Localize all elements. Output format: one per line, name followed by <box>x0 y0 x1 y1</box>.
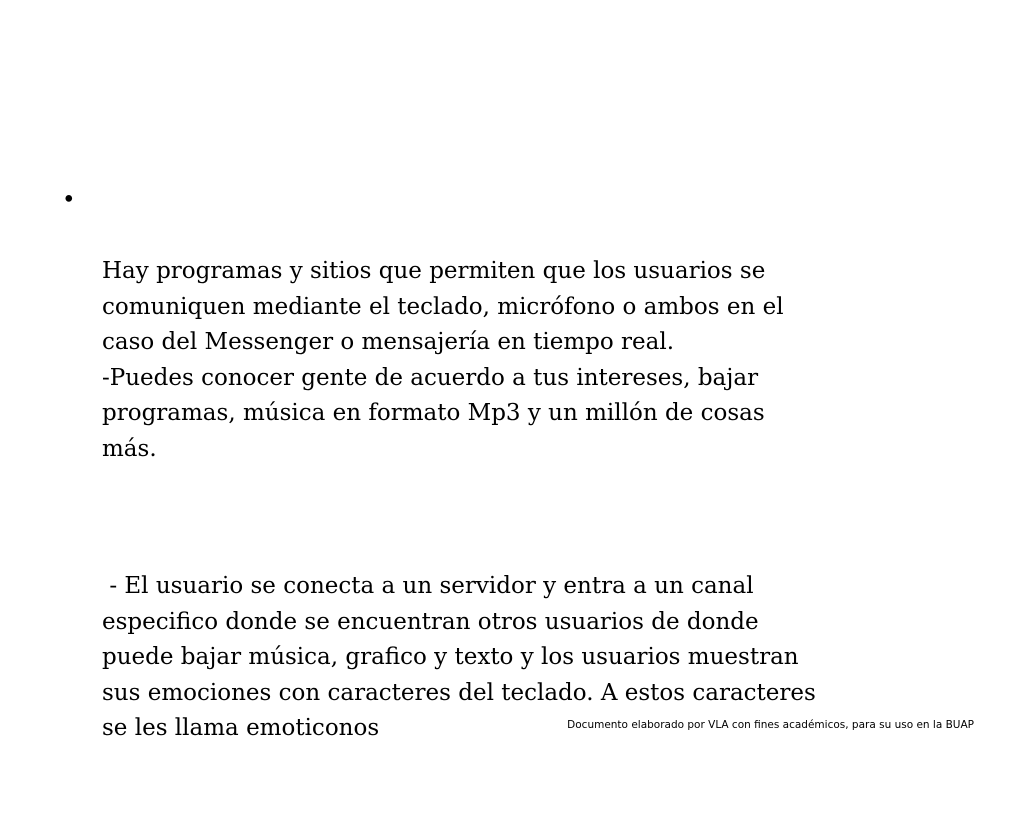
bullet-icon: • <box>62 187 76 213</box>
paragraph-intro: Hay programas y sitios que permiten que los usuarios se comuniquen mediante el teclado, micrófono o ambos en el caso del Messenger o mensajería en tiempo real. -Puedes conocer gente de acuerdo a tus intereses, bajar programas, música en formato Mp3 y un millón de cosas más. <box>102 258 784 462</box>
paragraph-channel: - El usuario se conecta a un servidor y entra a un canal especifico donde se encuentran otros usuarios de donde puede bajar música, grafico y texto y los usuarios muestran sus emociones con caracteres del teclado. A estos caracteres se les llama emoticonos <box>102 573 816 741</box>
footer-note: Documento elaborado por VLA con fines académicos, para su uso en la BUAP <box>567 719 974 731</box>
